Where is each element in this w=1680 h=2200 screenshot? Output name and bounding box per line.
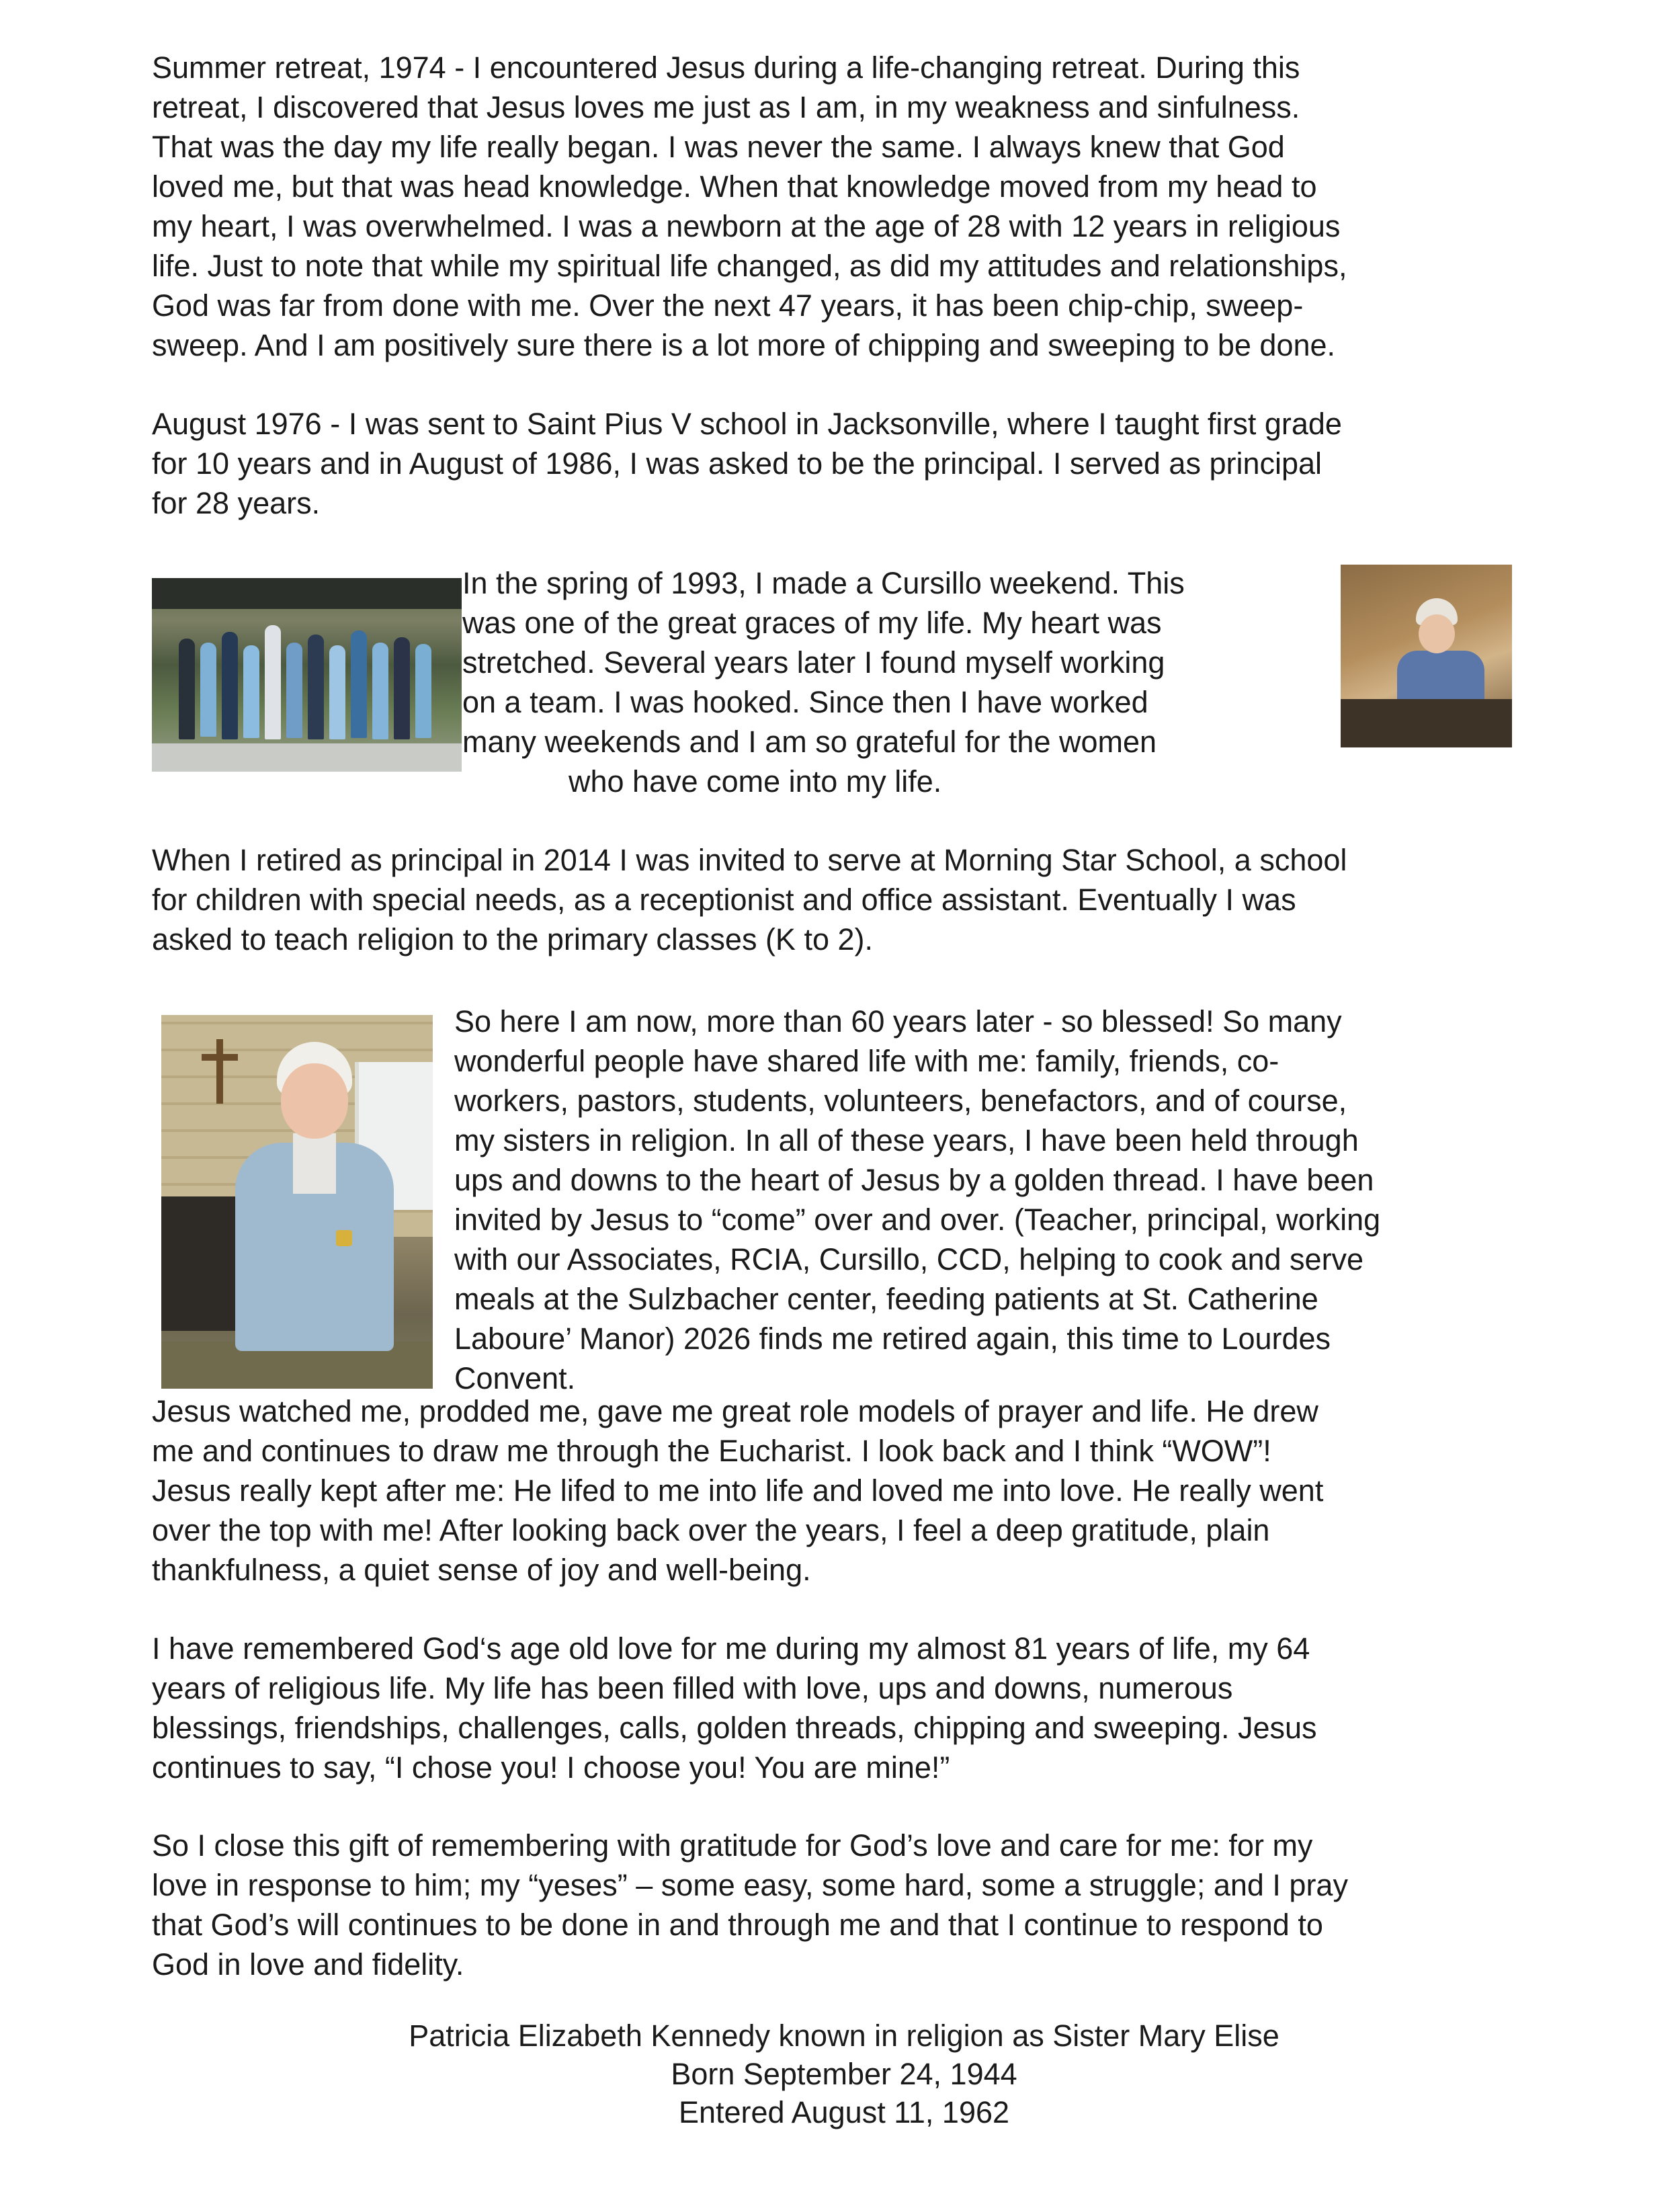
photo-sister-portrait <box>161 1015 433 1389</box>
signature-born: Born September 24, 1944 <box>671 2057 1017 2091</box>
paragraph-sixty-years: So here I am now, more than 60 years later - so blessed! So many wonderful people have shared life with me: family, friends, co- workers, pastors, students, volunteers, benefactors, and of course, my sisters in religion. In all of these years, I have been held through ups and downs to the heart of Jesus by a golden thread. I have been invited by Jesus to “come” over and over. (Teacher, principal, working with our Associates, RCIA, Cursillo, CCD, helping to cook and serve meals at the Sulzbacher center, feeding patients at St. Catherine Laboure’ Manor) 2026 finds me retired again, this time to Lourdes Convent. <box>454 1004 1381 1395</box>
paragraph-closing: So I close this gift of remembering with gratitude for God’s love and care for me: for my love in response to him; my “yeses” – some easy, some hard, some a struggle; and I pray that God’s will continues to be done in and through me and that I continue to respond to God in love and fidelity. <box>152 1828 1348 1982</box>
photo-group-of-students <box>152 578 462 772</box>
signature-name: Patricia Elizabeth Kennedy known in religion as Sister Mary Elise <box>409 2019 1279 2053</box>
paragraph-cursillo: In the spring of 1993, I made a Cursillo weekend. This was one of the great graces of my life. My heart was stretched. Several years later I found myself working on a team. I was hooked. Since then I have worked many weekends and I am so grateful for the women who have come into my life. <box>462 566 1185 799</box>
paragraph-jesus-watched: Jesus watched me, prodded me, gave me great role models of prayer and life. He drew me and continues to draw me through the Eucharist. I look back and I think “WOW”! Jesus really kept after me: He lifed to me into life and loved me into love. He really went over the top with me! After looking back over the years, I feel a deep gratitude, plain thankfulness, a quiet sense of joy and well-being. <box>152 1394 1324 1587</box>
signature-block <box>152 2016 1536 2131</box>
paragraph-saint-pius: August 1976 - I was sent to Saint Pius V school in Jacksonville, where I taught first grade for 10 years and in August of 1986, I was asked to be the principal. I served as principal for 28 years. <box>152 407 1342 520</box>
paragraph-morning-star: When I retired as principal in 2014 I was invited to serve at Morning Star School, a school for children with special needs, as a receptionist and office assistant. Eventually I was asked to teach religion to the primary classes (K to 2). <box>152 843 1347 956</box>
signature-entered: Entered August 11, 1962 <box>678 2095 1010 2129</box>
paragraph-summer-retreat: Summer retreat, 1974 - I encountered Jesus during a life-changing retreat. During this retreat, I discovered that Jesus loves me just as I am, in my weakness and sinfulness. That was the day my life really began. I was never the same. I always knew that God loved me, but that was head knowledge. When that knowledge moved from my head to my heart, I was overwhelmed. I was a newborn at the age of 28 with 12 years in religious life. Just to note that while my spiritual life changed, as did my attitudes and relationships, God was far from done with me. Over the next 47 years, it has been chip-chip, sweep- sweep. And I am positively sure there is a lot more of chipping and sweeping to be done. <box>152 50 1347 362</box>
paragraph-remembered: I have remembered God‘s age old love for me during my almost 81 years of life, my 64 years of religious life. My life has been filled with love, ups and downs, numerous blessings, friendships, challenges, calls, golden threads, chipping and sweeping. Jesus continues to say, “I chose you! I choose you! You are mine!” <box>152 1631 1317 1785</box>
photo-woman-at-desk <box>1341 565 1512 747</box>
